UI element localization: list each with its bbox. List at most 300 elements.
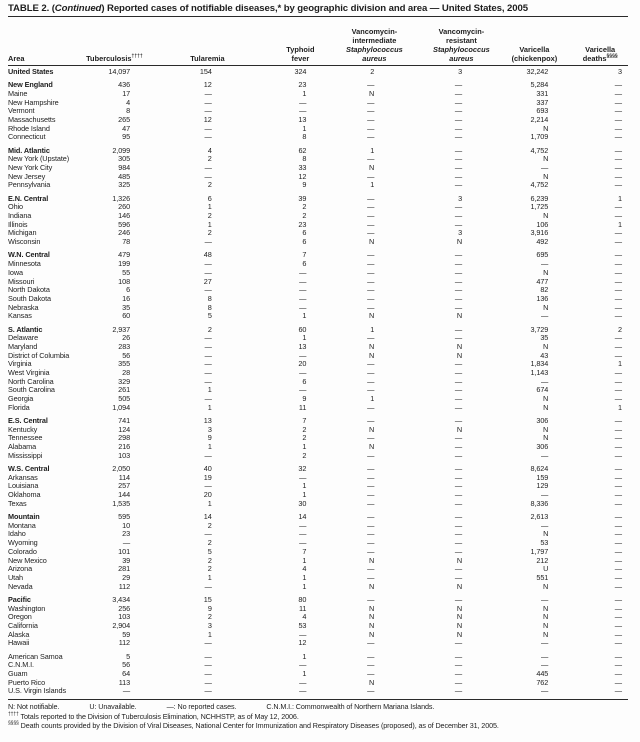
value-tularemia: 1	[207, 629, 212, 639]
value-varicella-chickenpox: —	[541, 520, 549, 530]
value-vancomycin-intermediate-staph-aureus: N	[369, 350, 375, 360]
table-row-c-n-m-i	[8, 661, 628, 670]
column-header-area: Area	[8, 54, 25, 63]
value-tularemia: 12	[203, 80, 212, 90]
value-tularemia: 27	[203, 276, 212, 286]
value-vancomycin-resistant-staph-aureus: —	[454, 80, 463, 90]
table-row-new-york-city	[8, 164, 628, 173]
value-varicella-chickenpox: —	[541, 311, 549, 321]
value-tularemia: 1	[207, 572, 212, 582]
area-name: Mid. Atlantic	[8, 145, 50, 155]
value-varicella-chickenpox: 306	[536, 442, 549, 452]
footer-divider	[8, 699, 628, 700]
table-row-pennsylvania	[8, 181, 628, 190]
value-typhoid-fever: 60	[298, 324, 307, 334]
area-name: New York (Upstate)	[8, 154, 70, 164]
value-varicella-deaths: —	[614, 385, 622, 395]
value-varicella-deaths: —	[614, 293, 622, 303]
value-tularemia: —	[204, 171, 212, 181]
area-name: Maine	[8, 88, 28, 98]
value-vancomycin-resistant-staph-aureus: —	[454, 481, 463, 491]
area-name: New England	[8, 80, 53, 90]
area-name: Louisiana	[8, 481, 39, 491]
value-typhoid-fever: —	[299, 276, 307, 286]
value-typhoid-fever: —	[299, 97, 307, 107]
area-name: Washington	[8, 603, 46, 613]
value-tuberculosis: 2,937	[112, 324, 131, 334]
table-row-pacific	[8, 596, 628, 605]
value-tuberculosis: 261	[118, 385, 131, 395]
table-row-new-england	[8, 81, 628, 90]
value-varicella-chickenpox: 8,624	[530, 464, 549, 474]
area-name: Nebraska	[8, 302, 39, 312]
value-tuberculosis: 146	[118, 211, 131, 221]
table-row-north-dakota	[8, 286, 628, 295]
value-varicella-chickenpox: 551	[536, 572, 549, 582]
legend-not-notifiable: N: Not notifiable.	[8, 702, 60, 711]
value-varicella-deaths: —	[614, 512, 622, 522]
value-vancomycin-resistant-staph-aureus: —	[454, 250, 463, 260]
value-tularemia: —	[204, 163, 212, 173]
region-group	[8, 68, 628, 77]
value-tuberculosis: 113	[118, 677, 131, 687]
value-tularemia: —	[204, 285, 212, 295]
value-tularemia: 2	[207, 154, 212, 164]
legend-line	[8, 702, 628, 711]
value-typhoid-fever: 33	[298, 163, 307, 173]
value-varicella-chickenpox: U	[543, 564, 549, 574]
value-vancomycin-resistant-staph-aureus: —	[454, 564, 463, 574]
value-tuberculosis: 17	[122, 88, 131, 98]
area-name: Wisconsin	[8, 237, 41, 247]
value-varicella-deaths: —	[614, 620, 622, 630]
value-tuberculosis: 216	[118, 442, 131, 452]
value-typhoid-fever: 1	[302, 490, 307, 500]
value-vancomycin-intermediate-staph-aureus: N	[369, 163, 375, 173]
value-typhoid-fever: 2	[302, 211, 307, 221]
value-tuberculosis: 2,904	[112, 620, 131, 630]
value-vancomycin-resistant-staph-aureus: —	[454, 97, 463, 107]
value-tuberculosis: 3,434	[112, 594, 131, 604]
area-name: Idaho	[8, 529, 26, 539]
value-vancomycin-intermediate-staph-aureus: —	[367, 267, 375, 277]
table-row-ohio	[8, 203, 628, 212]
value-tularemia: 48	[203, 250, 212, 260]
value-tuberculosis: —	[122, 538, 131, 548]
area-name: Illinois	[8, 219, 28, 229]
value-typhoid-fever: 1	[302, 555, 307, 565]
value-varicella-deaths: —	[614, 464, 622, 474]
area-name: South Dakota	[8, 293, 52, 303]
value-tularemia: 2	[207, 324, 212, 334]
table-row-hawaii	[8, 639, 628, 648]
value-varicella-chickenpox: 674	[536, 385, 549, 395]
value-typhoid-fever: —	[299, 520, 307, 530]
value-varicella-deaths: —	[614, 498, 622, 508]
value-varicella-chickenpox: N	[543, 211, 549, 221]
value-tularemia: 1	[207, 202, 212, 212]
value-tuberculosis: 2,050	[112, 464, 131, 474]
value-varicella-deaths: —	[614, 302, 622, 312]
value-vancomycin-intermediate-staph-aureus: —	[367, 359, 375, 369]
value-tuberculosis: 26	[122, 333, 131, 343]
value-tuberculosis: 595	[118, 512, 131, 522]
value-tuberculosis: 5	[126, 651, 131, 661]
value-varicella-chickenpox: 1,709	[530, 132, 549, 142]
table-row-washington	[8, 605, 628, 614]
footnote-vd-text: Death counts provided by the Division of Viral Diseases, National Center for Immunization and Respiratory Diseases (proposed), as of December 31, 2005.	[20, 721, 499, 731]
value-vancomycin-resistant-staph-aureus: —	[454, 546, 463, 556]
value-vancomycin-resistant-staph-aureus: —	[454, 538, 463, 548]
value-typhoid-fever: 324	[294, 67, 307, 76]
value-tuberculosis: 108	[118, 276, 131, 286]
value-tularemia: 3	[207, 424, 212, 434]
value-varicella-deaths: —	[614, 572, 622, 582]
region-group	[8, 326, 628, 413]
area-name: Alabama	[8, 442, 37, 452]
value-vancomycin-intermediate-staph-aureus: N	[369, 341, 375, 351]
value-vancomycin-resistant-staph-aureus: 3	[458, 67, 463, 76]
value-vancomycin-resistant-staph-aureus: —	[454, 293, 463, 303]
value-varicella-chickenpox: 331	[536, 88, 549, 98]
value-varicella-chickenpox: N	[543, 341, 549, 351]
region-group	[8, 195, 628, 247]
table-row-new-york-upstate	[8, 155, 628, 164]
value-varicella-deaths: —	[614, 546, 622, 556]
value-tularemia: —	[204, 638, 212, 648]
value-tuberculosis: 35	[122, 302, 131, 312]
column-header-varicella-chickenpox: Varicella (chickenpox)	[511, 45, 558, 63]
table-row-alaska	[8, 631, 628, 640]
value-tuberculosis: 1,326	[112, 193, 131, 203]
value-varicella-chickenpox: —	[541, 638, 549, 648]
value-typhoid-fever: 20	[298, 359, 307, 369]
table-row-connecticut	[8, 133, 628, 142]
value-varicella-chickenpox: N	[543, 629, 549, 639]
area-name: California	[8, 620, 38, 630]
value-vancomycin-intermediate-staph-aureus: —	[367, 464, 375, 474]
table-row-new-hampshire	[8, 99, 628, 108]
value-tuberculosis: 1,535	[112, 498, 131, 508]
value-varicella-deaths: —	[614, 424, 622, 434]
value-typhoid-fever: 1	[302, 333, 307, 343]
area-name: Arizona	[8, 564, 33, 574]
value-varicella-chickenpox: 3,729	[530, 324, 549, 334]
area-name: W.N. Central	[8, 250, 50, 260]
value-vancomycin-resistant-staph-aureus: —	[454, 651, 463, 661]
area-name: Minnesota	[8, 259, 41, 269]
value-vancomycin-resistant-staph-aureus: —	[454, 276, 463, 286]
area-name: Indiana	[8, 211, 32, 221]
area-name: Puerto Rico	[8, 677, 46, 687]
value-typhoid-fever: 1	[302, 123, 307, 133]
value-vancomycin-intermediate-staph-aureus: 1	[370, 324, 375, 334]
value-vancomycin-intermediate-staph-aureus: —	[367, 228, 375, 238]
value-typhoid-fever: —	[299, 686, 307, 696]
area-name: Arkansas	[8, 472, 38, 482]
value-vancomycin-resistant-staph-aureus: N	[456, 237, 463, 247]
value-vancomycin-resistant-staph-aureus: —	[454, 638, 463, 648]
value-typhoid-fever: —	[299, 472, 307, 482]
value-varicella-deaths: —	[614, 228, 622, 238]
value-typhoid-fever: —	[299, 302, 307, 312]
region-group	[8, 513, 628, 591]
value-vancomycin-intermediate-staph-aureus: N	[369, 603, 375, 613]
title-text: ) Reported cases of notifiable diseases,* by geographic division and area — United States, 2005	[101, 3, 528, 14]
value-typhoid-fever: —	[299, 106, 307, 116]
table-row-u-s-virgin-islands	[8, 687, 628, 696]
value-vancomycin-resistant-staph-aureus: —	[454, 520, 463, 530]
value-varicella-deaths: —	[614, 341, 622, 351]
value-vancomycin-intermediate-staph-aureus: —	[367, 538, 375, 548]
value-varicella-deaths: —	[614, 132, 622, 142]
value-vancomycin-intermediate-staph-aureus: —	[367, 450, 375, 460]
value-tularemia: 4	[207, 145, 212, 155]
value-tularemia: —	[204, 677, 212, 687]
value-vancomycin-intermediate-staph-aureus: N	[369, 620, 375, 630]
value-tuberculosis: 984	[118, 163, 131, 173]
value-varicella-chickenpox: 1,797	[530, 546, 549, 556]
value-varicella-deaths: —	[614, 97, 622, 107]
value-tularemia: 20	[203, 490, 212, 500]
title-continued: Continued	[54, 3, 102, 14]
footnote-tuberculosis	[8, 712, 628, 721]
value-typhoid-fever: 30	[298, 498, 307, 508]
table-row-idaho	[8, 530, 628, 539]
value-vancomycin-intermediate-staph-aureus: —	[367, 193, 375, 203]
value-varicella-deaths: —	[614, 450, 622, 460]
area-name: New York City	[8, 163, 53, 173]
value-varicella-chickenpox: N	[543, 267, 549, 277]
value-vancomycin-intermediate-staph-aureus: —	[367, 546, 375, 556]
value-varicella-deaths: —	[614, 311, 622, 321]
value-varicella-chickenpox: 53	[540, 538, 549, 548]
value-tularemia: 2	[207, 180, 212, 190]
table-row-mississippi	[8, 452, 628, 461]
value-vancomycin-intermediate-staph-aureus: 1	[370, 145, 375, 155]
value-tularemia: 9	[207, 603, 212, 613]
value-vancomycin-resistant-staph-aureus: —	[454, 385, 463, 395]
value-typhoid-fever: 6	[302, 237, 307, 247]
value-varicella-deaths: —	[614, 638, 622, 648]
value-vancomycin-intermediate-staph-aureus: —	[367, 154, 375, 164]
value-varicella-chickenpox: 32,242	[526, 67, 549, 76]
value-vancomycin-intermediate-staph-aureus: —	[367, 651, 375, 661]
value-typhoid-fever: —	[299, 385, 307, 395]
value-vancomycin-resistant-staph-aureus: —	[454, 211, 463, 221]
value-varicella-deaths: —	[614, 367, 622, 377]
value-varicella-deaths: —	[614, 276, 622, 286]
value-typhoid-fever: 53	[298, 620, 307, 630]
area-name: Guam	[8, 668, 28, 678]
value-varicella-chickenpox: —	[541, 686, 549, 696]
value-vancomycin-intermediate-staph-aureus: —	[367, 293, 375, 303]
value-vancomycin-intermediate-staph-aureus: —	[367, 481, 375, 491]
value-varicella-deaths: —	[614, 520, 622, 530]
value-typhoid-fever: 1	[302, 581, 307, 591]
value-varicella-chickenpox: 212	[536, 555, 549, 565]
table-row-e-s-central	[8, 417, 628, 426]
value-varicella-deaths: —	[614, 538, 622, 548]
area-name: Oklahoma	[8, 490, 41, 500]
table-row-arkansas	[8, 474, 628, 483]
value-tuberculosis: 56	[122, 660, 131, 670]
value-tularemia: 9	[207, 433, 212, 443]
value-vancomycin-intermediate-staph-aureus: —	[367, 250, 375, 260]
value-varicella-chickenpox: —	[541, 490, 549, 500]
table-row-south-dakota	[8, 295, 628, 304]
table-row-mid-atlantic	[8, 147, 628, 156]
value-tuberculosis: 4	[126, 97, 131, 107]
table-row-montana	[8, 522, 628, 531]
footnote-varicella-deaths	[8, 721, 628, 730]
value-tularemia: 1	[207, 385, 212, 395]
value-typhoid-fever: 9	[302, 180, 307, 190]
table-row-w-n-central	[8, 251, 628, 260]
value-vancomycin-intermediate-staph-aureus: —	[367, 106, 375, 116]
value-tularemia: —	[204, 267, 212, 277]
value-typhoid-fever: —	[299, 293, 307, 303]
value-tuberculosis: 2,099	[112, 145, 131, 155]
value-vancomycin-intermediate-staph-aureus: 1	[370, 180, 375, 190]
value-typhoid-fever: 12	[298, 638, 307, 648]
value-typhoid-fever: 2	[302, 202, 307, 212]
value-varicella-chickenpox: N	[543, 424, 549, 434]
value-varicella-chickenpox: 693	[536, 106, 549, 116]
value-vancomycin-intermediate-staph-aureus: N	[369, 424, 375, 434]
value-tularemia: 2	[207, 538, 212, 548]
area-name: New Jersey	[8, 171, 46, 181]
value-vancomycin-intermediate-staph-aureus: N	[369, 677, 375, 687]
value-typhoid-fever: 2	[302, 424, 307, 434]
value-varicella-deaths: —	[614, 668, 622, 678]
value-typhoid-fever: 8	[302, 132, 307, 142]
value-typhoid-fever: 11	[298, 402, 307, 412]
value-vancomycin-intermediate-staph-aureus: N	[369, 612, 375, 622]
value-vancomycin-intermediate-staph-aureus: —	[367, 594, 375, 604]
value-tularemia: —	[204, 660, 212, 670]
value-tuberculosis: 28	[122, 367, 131, 377]
value-tuberculosis: 329	[118, 376, 131, 386]
value-vancomycin-resistant-staph-aureus: N	[456, 603, 463, 613]
area-name: Vermont	[8, 106, 35, 116]
value-varicella-chickenpox: 2,613	[530, 512, 549, 522]
value-tuberculosis: 281	[118, 564, 131, 574]
value-tularemia: —	[204, 367, 212, 377]
value-tularemia: 12	[203, 115, 212, 125]
value-tuberculosis: 60	[122, 311, 131, 321]
value-tuberculosis: 355	[118, 359, 131, 369]
value-tuberculosis: 95	[122, 132, 131, 142]
value-vancomycin-resistant-staph-aureus: N	[456, 341, 463, 351]
value-varicella-deaths: —	[614, 333, 622, 343]
value-varicella-chickenpox: 695	[536, 250, 549, 260]
area-name: Connecticut	[8, 132, 46, 142]
value-varicella-chickenpox: 477	[536, 276, 549, 286]
value-varicella-deaths: —	[614, 163, 622, 173]
value-vancomycin-resistant-staph-aureus: —	[454, 180, 463, 190]
value-varicella-deaths: —	[614, 267, 622, 277]
value-vancomycin-intermediate-staph-aureus: —	[367, 660, 375, 670]
value-vancomycin-intermediate-staph-aureus: —	[367, 416, 375, 425]
value-varicella-chickenpox: 1,143	[530, 367, 549, 377]
area-name: North Carolina	[8, 376, 54, 386]
value-varicella-deaths: 2	[618, 324, 622, 334]
table-row-united-states	[8, 68, 628, 77]
value-varicella-chickenpox: N	[543, 612, 549, 622]
value-vancomycin-intermediate-staph-aureus: —	[367, 668, 375, 678]
value-varicella-deaths: —	[614, 202, 622, 212]
value-varicella-deaths: 1	[618, 219, 622, 229]
value-tularemia: —	[204, 132, 212, 142]
value-typhoid-fever: 6	[302, 228, 307, 238]
value-tuberculosis: 29	[122, 572, 131, 582]
value-varicella-chickenpox: 2,214	[530, 115, 549, 125]
value-vancomycin-resistant-staph-aureus: —	[454, 106, 463, 116]
value-varicella-chickenpox: N	[543, 154, 549, 164]
table-row-tennessee	[8, 434, 628, 443]
value-tuberculosis: 485	[118, 171, 131, 181]
value-vancomycin-intermediate-staph-aureus: —	[367, 202, 375, 212]
value-tularemia: 14	[203, 512, 212, 522]
value-vancomycin-intermediate-staph-aureus: —	[367, 132, 375, 142]
value-typhoid-fever: 23	[298, 219, 307, 229]
value-vancomycin-resistant-staph-aureus: —	[454, 472, 463, 482]
value-varicella-deaths: 1	[618, 359, 622, 369]
value-varicella-chickenpox: 1,725	[530, 202, 549, 212]
value-varicella-deaths: —	[614, 350, 622, 360]
value-typhoid-fever: 12	[298, 171, 307, 181]
column-header-typhoid-fever: Typhoid fever	[286, 45, 315, 63]
legend-unavailable: U: Unavailable.	[89, 702, 137, 711]
value-tuberculosis: 112	[118, 581, 131, 591]
value-vancomycin-resistant-staph-aureus: —	[454, 376, 463, 386]
value-varicella-chickenpox: 136	[536, 293, 549, 303]
table-row-indiana	[8, 212, 628, 221]
value-vancomycin-resistant-staph-aureus: —	[454, 219, 463, 229]
table-body	[8, 68, 628, 696]
table-row-american-samoa	[8, 653, 628, 662]
area-name: E.S. Central	[8, 416, 48, 425]
table-row-alabama	[8, 443, 628, 452]
value-varicella-deaths: —	[614, 612, 622, 622]
value-tuberculosis: 103	[118, 612, 131, 622]
area-name: South Carolina	[8, 385, 55, 395]
value-vancomycin-resistant-staph-aureus: —	[454, 450, 463, 460]
value-tuberculosis: 8	[126, 106, 131, 116]
value-vancomycin-resistant-staph-aureus: —	[454, 490, 463, 500]
value-varicella-chickenpox: —	[541, 376, 549, 386]
value-varicella-chickenpox: 106	[536, 219, 549, 229]
value-vancomycin-intermediate-staph-aureus: —	[367, 123, 375, 133]
value-tuberculosis: 283	[118, 341, 131, 351]
value-vancomycin-intermediate-staph-aureus: —	[367, 385, 375, 395]
value-vancomycin-resistant-staph-aureus: —	[454, 394, 463, 404]
value-tuberculosis: 101	[118, 546, 131, 556]
footnotes	[8, 702, 628, 731]
value-vancomycin-intermediate-staph-aureus: —	[367, 302, 375, 312]
value-typhoid-fever: 13	[298, 115, 307, 125]
area-name: Maryland	[8, 341, 38, 351]
area-name: Colorado	[8, 546, 37, 556]
value-vancomycin-intermediate-staph-aureus: —	[367, 219, 375, 229]
value-varicella-chickenpox: N	[543, 302, 549, 312]
value-tularemia: —	[204, 686, 212, 696]
value-vancomycin-resistant-staph-aureus: 3	[458, 228, 463, 238]
table-row-mountain	[8, 513, 628, 522]
value-tuberculosis: 124	[118, 424, 131, 434]
area-name: New Mexico	[8, 555, 47, 565]
